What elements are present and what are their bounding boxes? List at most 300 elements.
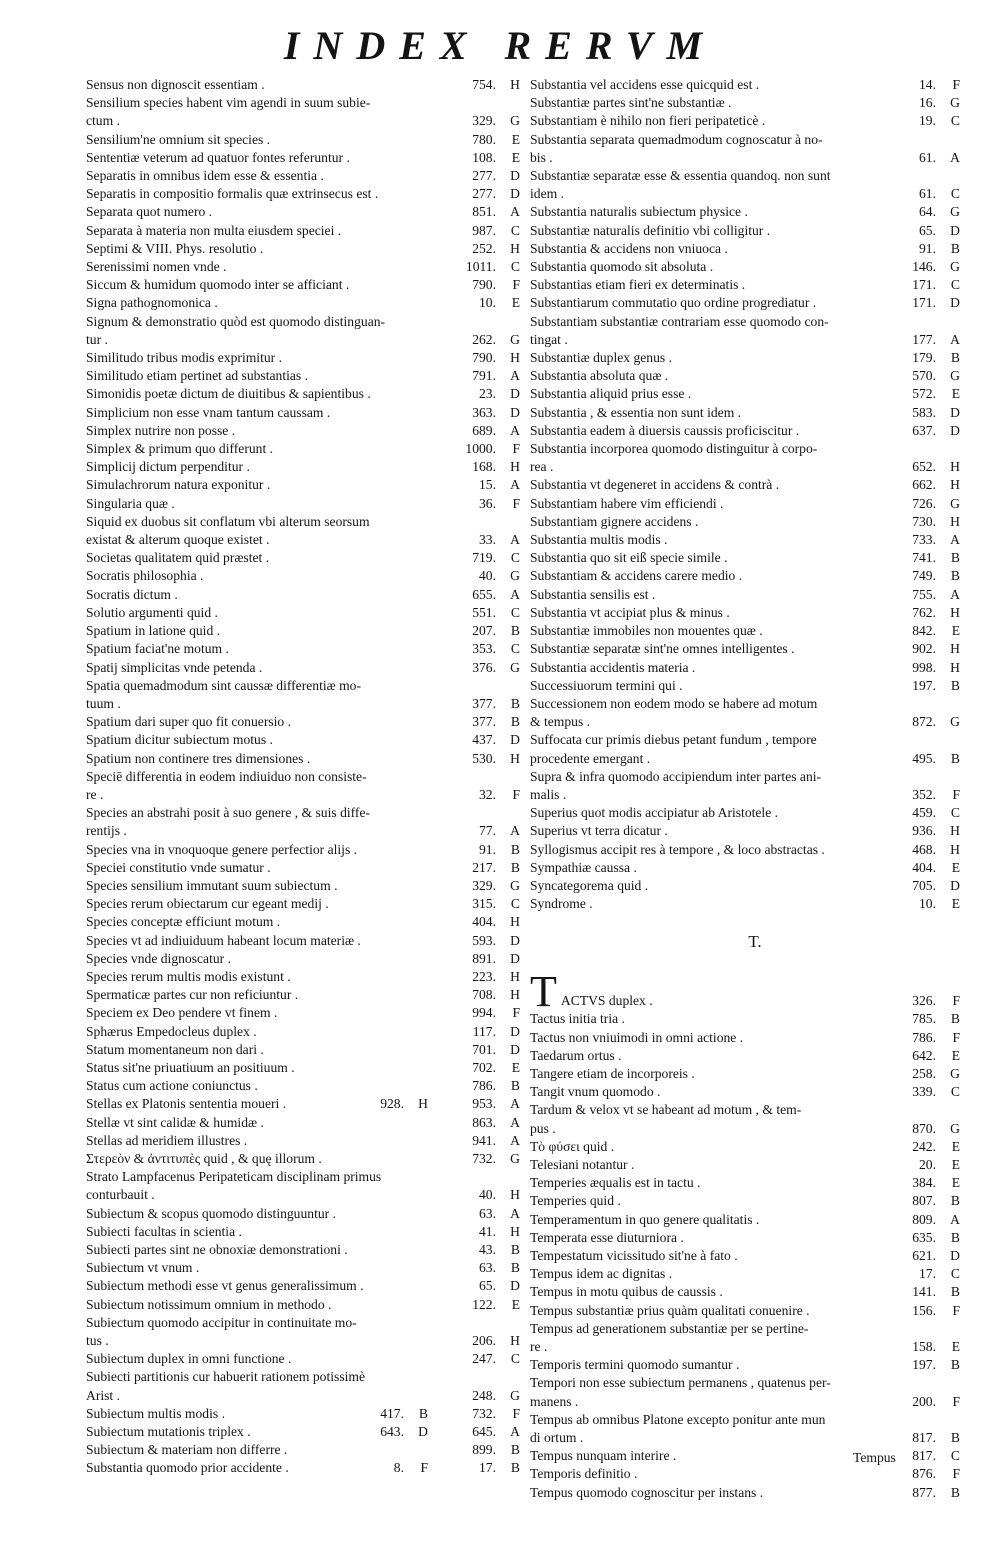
entry-page: 242.	[912, 1138, 936, 1154]
entry-section: D	[510, 1023, 520, 1039]
entry-reference	[884, 622, 960, 640]
index-entry	[530, 1484, 960, 1502]
entry-text: Strato Lampfacenus Peripateticam disciplinam primus conturbauit .	[86, 1169, 382, 1203]
index-entry	[86, 1314, 520, 1350]
entry-section: D	[950, 422, 960, 438]
entry-reference	[444, 586, 520, 604]
entry-reference	[884, 677, 960, 695]
entry-section: E	[511, 1296, 520, 1312]
entry-section: E	[951, 1047, 960, 1063]
entry-section: G	[950, 1120, 960, 1136]
entry-section: B	[950, 1229, 960, 1245]
entry-page-secondary: 8.	[393, 1460, 404, 1476]
entry-reference	[884, 1247, 960, 1265]
entry-page: 223.	[472, 968, 496, 984]
entry-section: C	[510, 1351, 520, 1367]
index-entry	[530, 1192, 960, 1210]
entry-text: Substantiam è nihilo non fieri peripateticè .	[530, 113, 766, 129]
entry-section: H	[950, 823, 960, 839]
entry-text: Tempus ab omnibus Platone excepto ponitur ante mun di ortum .	[530, 1411, 826, 1446]
entry-page: 872.	[912, 714, 936, 730]
entry-reference	[444, 786, 520, 804]
index-entry	[530, 240, 960, 258]
entry-page: 171.	[912, 277, 936, 293]
entry-text: Syndrome .	[530, 896, 593, 912]
index-entry	[86, 1441, 520, 1459]
index-entry	[530, 167, 960, 203]
entry-text: Taedarum ortus .	[530, 1047, 622, 1063]
entry-page: 376.	[472, 659, 496, 675]
entry-text: Substantia sensilis est .	[530, 586, 656, 602]
entry-page: 817.	[912, 1448, 936, 1464]
entry-page: 353.	[472, 641, 496, 657]
index-entry	[530, 131, 960, 167]
entry-section: H	[950, 459, 960, 475]
index-entry	[86, 1023, 520, 1041]
entry-text: Spatia quemadmodum sint caussæ differentiæ mo- tuum .	[86, 677, 361, 711]
entry-reference	[884, 94, 960, 112]
entry-text: Tangit vnum quomodo .	[530, 1084, 661, 1100]
entry-reference	[444, 731, 520, 749]
entry-page: 790.	[472, 350, 496, 366]
entry-section: F	[952, 1029, 960, 1045]
index-entry	[530, 1174, 960, 1192]
entry-reference	[884, 367, 960, 385]
index-entry	[530, 967, 960, 1017]
entry-section: H	[950, 659, 960, 675]
entry-section: G	[950, 95, 960, 111]
entry-reference	[884, 149, 960, 167]
entry-reference	[884, 1465, 960, 1483]
entry-page: 987.	[472, 222, 496, 238]
entry-reference	[884, 549, 960, 567]
entry-reference	[444, 877, 520, 895]
index-entry	[86, 404, 520, 422]
entry-section: H	[510, 350, 520, 366]
entry-text: Species sensilium immutant suum subiectum .	[86, 877, 338, 893]
entry-section: D	[510, 932, 520, 948]
entry-reference	[444, 659, 520, 677]
entry-page: 15.	[479, 477, 496, 493]
entry-section: B	[510, 1442, 520, 1458]
entry-section: C	[510, 604, 520, 620]
entry-text: Substantiæ separatæ esse & essentia quandoq. non sunt idem .	[530, 168, 831, 202]
entry-page: 1000.	[465, 441, 496, 457]
index-entry	[86, 440, 520, 458]
entry-text: Societas qualitatem quid præstet .	[86, 550, 270, 566]
index-column-left	[86, 76, 520, 1478]
entry-page: 171.	[912, 295, 936, 311]
entry-page: 702.	[472, 1059, 496, 1075]
entry-reference	[444, 531, 520, 549]
entry-section: A	[510, 823, 520, 839]
entry-reference	[884, 404, 960, 422]
entry-text: Stellas ex Platonis sententia moueri .	[86, 1096, 287, 1112]
entry-reference	[884, 349, 960, 367]
entry-section: B	[950, 550, 960, 566]
entry-reference	[884, 1047, 960, 1065]
entry-text: Subiectum duplex in omni functione .	[86, 1351, 292, 1367]
entry-page: 785.	[912, 1011, 936, 1027]
entry-page: 207.	[472, 623, 496, 639]
entry-page: 156.	[912, 1302, 936, 1318]
entry-reference	[444, 640, 520, 658]
entry-reference	[884, 1229, 960, 1247]
entry-text: Siquid ex duobus sit conflatum vbi alterum seorsum existat & alterum quoque existet .	[86, 513, 370, 548]
entry-reference	[444, 1259, 520, 1277]
entry-section: G	[950, 1065, 960, 1081]
entry-text: Substantiæ partes sint'ne substantiæ .	[530, 95, 732, 111]
entry-reference	[444, 1332, 520, 1350]
entry-section: B	[950, 1484, 960, 1500]
entry-page: 786.	[472, 1078, 496, 1094]
index-entry	[530, 1047, 960, 1065]
entry-reference	[884, 713, 960, 731]
entry-text: Substantia vt accipiat plus & minus .	[530, 604, 730, 620]
entry-section: F	[512, 277, 520, 293]
index-entry	[86, 1223, 520, 1241]
entry-reference	[444, 1004, 520, 1022]
index-entry	[86, 567, 520, 585]
entry-text: Species vt ad indiuiduum habeant locum materiæ .	[86, 932, 361, 948]
entry-reference	[444, 1423, 520, 1441]
entry-page: 141.	[912, 1284, 936, 1300]
entry-reference	[884, 567, 960, 585]
drop-cap-letter: T	[530, 967, 557, 1017]
entry-reference	[444, 1350, 520, 1368]
entry-section: D	[950, 222, 960, 238]
index-entry	[86, 859, 520, 877]
entry-reference	[884, 1083, 960, 1101]
index-entry	[530, 385, 960, 403]
entry-text: Simplex nutrire non posse .	[86, 422, 236, 438]
entry-section: B	[510, 1078, 520, 1094]
entry-text: Spermaticæ partes cur non reficiuntur .	[86, 987, 299, 1003]
entry-reference	[884, 294, 960, 312]
index-entry	[530, 422, 960, 440]
entry-section: C	[510, 222, 520, 238]
entry-section: F	[952, 993, 960, 1009]
entry-page: 570.	[912, 368, 936, 384]
entry-reference	[444, 968, 520, 986]
entry-page: 733.	[912, 532, 936, 548]
entry-reference	[884, 1302, 960, 1320]
entry-section: B	[510, 695, 520, 711]
entry-text: Species rerum obiectarum cur egeant medij .	[86, 896, 329, 912]
entry-section: G	[510, 331, 520, 347]
entry-text: Substantia separata quemadmodum cognoscatur à no- bis .	[530, 131, 823, 165]
entry-text: Substantia absoluta quæ .	[530, 368, 669, 384]
entry-page: 10.	[479, 295, 496, 311]
entry-page: 994.	[472, 1005, 496, 1021]
index-entry	[86, 895, 520, 913]
entry-section: E	[951, 1175, 960, 1191]
index-entry	[86, 586, 520, 604]
entry-reference	[884, 992, 960, 1010]
index-entry	[86, 476, 520, 494]
index-entry	[530, 1265, 960, 1283]
entry-section: B	[950, 240, 960, 256]
index-entry	[530, 513, 960, 531]
entry-reference	[884, 804, 960, 822]
entry-page: 941.	[472, 1132, 496, 1148]
entry-text: Substantiam & accidens carere medio .	[530, 568, 743, 584]
entry-reference	[884, 222, 960, 240]
entry-section: D	[950, 877, 960, 893]
index-entry	[86, 385, 520, 403]
entry-page: 329.	[472, 877, 496, 893]
index-entry	[86, 203, 520, 221]
entry-page: 780.	[472, 131, 496, 147]
entry-page: 719.	[472, 550, 496, 566]
index-entry	[86, 659, 520, 677]
entry-page: 404.	[472, 914, 496, 930]
entry-text: Statum momentaneum non dari .	[86, 1041, 264, 1057]
entry-section: B	[510, 1242, 520, 1257]
entry-page: 352.	[912, 786, 936, 802]
entry-reference	[444, 841, 520, 859]
entry-reference	[884, 385, 960, 403]
entry-text: Telesiani notantur .	[530, 1156, 635, 1172]
section-heading-t: T.	[748, 932, 762, 952]
entry-reference	[444, 495, 520, 513]
entry-reference	[444, 1132, 520, 1150]
index-entry	[530, 349, 960, 367]
index-entry	[530, 822, 960, 840]
entry-text: Sententiæ veterum ad quatuor fontes referuntur .	[86, 149, 350, 165]
entry-section: A	[950, 586, 960, 602]
entry-section: C	[950, 805, 960, 821]
entry-section: B	[950, 1193, 960, 1209]
index-entry	[530, 1302, 960, 1320]
entry-section: A	[510, 1424, 520, 1440]
entry-page: 339.	[912, 1084, 936, 1100]
entry-page: 77.	[479, 823, 496, 839]
entry-section: E	[511, 149, 520, 165]
entry-page: 851.	[472, 204, 496, 220]
entry-page: 63.	[479, 1205, 496, 1221]
entry-reference	[884, 258, 960, 276]
entry-section: D	[510, 950, 520, 966]
entry-reference	[444, 422, 520, 440]
entry-reference	[884, 1393, 960, 1411]
entry-page: 662.	[912, 477, 936, 493]
entry-section: C	[510, 259, 520, 275]
entry-reference	[884, 859, 960, 877]
index-entry	[86, 1241, 520, 1259]
entry-reference	[884, 331, 960, 349]
entry-text: Spatij simplicitas vnde petenda .	[86, 659, 263, 675]
entry-page: 730.	[912, 513, 936, 529]
entry-page: 61.	[919, 149, 936, 165]
entry-reference	[444, 567, 520, 585]
index-entry	[530, 1101, 960, 1137]
index-entry	[530, 404, 960, 422]
entry-page: 20.	[919, 1156, 936, 1172]
entry-text: Status sit'ne priuatiuum an positiuum .	[86, 1059, 295, 1075]
entry-reference	[444, 859, 520, 877]
entry-section: B	[510, 841, 520, 857]
entry-page: 635.	[912, 1229, 936, 1245]
entry-page: 701.	[472, 1041, 496, 1057]
entry-section: H	[510, 750, 520, 766]
entry-secondary-reference	[352, 1459, 428, 1477]
entry-page: 117.	[472, 1023, 496, 1039]
entry-text: Serenissimi nomen vnde .	[86, 259, 227, 275]
entry-section: C	[950, 113, 960, 129]
entry-page: 158.	[912, 1339, 936, 1354]
entry-reference	[884, 1065, 960, 1083]
entry-page: 637.	[912, 422, 936, 438]
entry-text: Substantia & accidens non vniuoca .	[530, 240, 728, 256]
entry-page: 551.	[472, 604, 496, 620]
entry-page: 91.	[479, 841, 496, 857]
entry-page: 936.	[912, 823, 936, 839]
entry-page: 377.	[472, 695, 496, 711]
index-entry	[530, 586, 960, 604]
index-entry	[530, 258, 960, 276]
index-entry	[530, 1356, 960, 1374]
entry-text: Simulachrorum natura exponitur .	[86, 477, 271, 493]
index-entry	[530, 804, 960, 822]
entry-page: 122.	[472, 1296, 496, 1312]
index-entry	[86, 968, 520, 986]
index-entry	[530, 1029, 960, 1047]
entry-reference	[884, 112, 960, 130]
entry-page: 1011.	[465, 259, 496, 275]
index-entry	[530, 677, 960, 695]
entry-text: Tangere etiam de incorporeis .	[530, 1065, 695, 1081]
entry-text: Substantia eadem à diuersis caussis proficiscitur .	[530, 422, 800, 438]
entry-text: Subiectum quomodo accipitur in continuitate mo- tus .	[86, 1314, 357, 1349]
entry-section: G	[510, 1387, 520, 1403]
index-entry	[530, 294, 960, 312]
entry-reference	[884, 476, 960, 494]
entry-reference	[444, 1441, 520, 1459]
entry-reference	[444, 258, 520, 276]
entry-section: F	[512, 441, 520, 457]
entry-section: E	[511, 131, 520, 147]
entry-text: Separata quot numero .	[86, 204, 213, 220]
entry-page: 495.	[912, 750, 936, 766]
entry-section: A	[950, 149, 960, 165]
entry-section: D	[950, 404, 960, 420]
entry-section: H	[950, 841, 960, 857]
entry-page: 36.	[479, 495, 496, 511]
index-entry	[86, 1114, 520, 1132]
entry-section: F	[512, 1005, 520, 1021]
entry-reference	[444, 932, 520, 950]
entry-page-secondary: 643.	[380, 1424, 404, 1440]
index-entry	[86, 1077, 520, 1095]
index-entry	[86, 1350, 520, 1368]
entry-text: Species vnde dignoscatur .	[86, 950, 231, 966]
entry-secondary-reference	[352, 1405, 428, 1423]
entry-text: Temperies quid .	[530, 1193, 621, 1209]
entry-section: D	[510, 1041, 520, 1057]
index-entry	[86, 94, 520, 130]
entry-section-secondary: D	[418, 1424, 428, 1440]
entry-page: 252.	[472, 240, 496, 256]
entry-page: 791.	[472, 368, 496, 384]
entry-section-secondary: F	[420, 1460, 428, 1476]
entry-page: 877.	[912, 1484, 936, 1500]
entry-text: Temperamentum in quo genere qualitatis .	[530, 1211, 760, 1227]
entry-text: Successiuorum termini qui .	[530, 677, 683, 693]
index-entry	[530, 313, 960, 349]
entry-section: B	[510, 714, 520, 730]
entry-section: B	[950, 677, 960, 693]
entry-text: Species conceptæ efficiunt motum .	[86, 914, 281, 930]
entry-text: Simplicij dictum perpenditur .	[86, 459, 250, 475]
entry-section: A	[510, 368, 520, 384]
entry-text: Temporis definitio .	[530, 1466, 638, 1482]
entry-text: Sympathiæ caussa .	[530, 859, 637, 875]
entry-reference	[444, 385, 520, 403]
index-entry	[86, 185, 520, 203]
index-entry	[530, 895, 960, 913]
entry-text: Sphærus Empedocleus duplex .	[86, 1023, 257, 1039]
entry-text: Subiectum mutationis triplex .	[86, 1424, 251, 1440]
entry-section: H	[510, 987, 520, 1003]
index-entry	[530, 367, 960, 385]
index-entry	[86, 841, 520, 859]
entry-section: C	[950, 277, 960, 293]
entry-reference	[884, 276, 960, 294]
entry-reference	[884, 1138, 960, 1156]
index-entry	[530, 222, 960, 240]
entry-text: Separata à materia non multa eiusdem speciei .	[86, 222, 342, 238]
entry-text: Species rerum multis modis existunt .	[86, 968, 291, 984]
index-entry	[530, 695, 960, 731]
index-entry	[86, 222, 520, 240]
entry-reference	[444, 404, 520, 422]
entry-text: Substantiarum commutatio quo ordine progrediatur .	[530, 295, 817, 311]
index-entry	[86, 1041, 520, 1059]
entry-section: D	[510, 186, 520, 202]
entry-reference	[884, 513, 960, 531]
entry-reference	[444, 149, 520, 167]
entry-text: Tempori non esse subiectum permanens , quatenus per- manens .	[530, 1375, 831, 1409]
entry-text: Στερεὸν & ἀντιτυπὲς quid , & quę illorum .	[86, 1150, 322, 1166]
entry-section: B	[950, 750, 960, 766]
entry-text: Substantia incorporea quomodo distinguitur à corpo- rea .	[530, 441, 818, 475]
entry-section: B	[510, 1260, 520, 1276]
entry-section: H	[510, 1223, 520, 1239]
entry-page: 404.	[912, 859, 936, 875]
entry-text: Tactus initia tria .	[530, 1011, 625, 1027]
entry-section: E	[951, 1339, 960, 1354]
entry-reference	[884, 659, 960, 677]
entry-page: 40.	[479, 1187, 496, 1203]
index-entry	[530, 841, 960, 859]
index-entry	[86, 1205, 520, 1223]
entry-section: A	[510, 204, 520, 220]
entry-reference	[884, 1429, 960, 1447]
entry-reference	[444, 913, 520, 931]
entry-text: Spatium dicitur subiectum motus .	[86, 732, 273, 748]
index-entry	[86, 513, 520, 549]
entry-secondary-reference	[352, 1423, 428, 1441]
entry-section: G	[950, 714, 960, 730]
entry-section: E	[951, 623, 960, 639]
entry-reference	[884, 640, 960, 658]
entry-text: Stellas ad meridiem illustres .	[86, 1132, 248, 1148]
index-entry	[86, 768, 520, 804]
entry-section: D	[510, 1278, 520, 1294]
entry-reference	[444, 440, 520, 458]
entry-text: Signum & demonstratio quòd est quomodo distinguan- tur .	[86, 313, 386, 347]
